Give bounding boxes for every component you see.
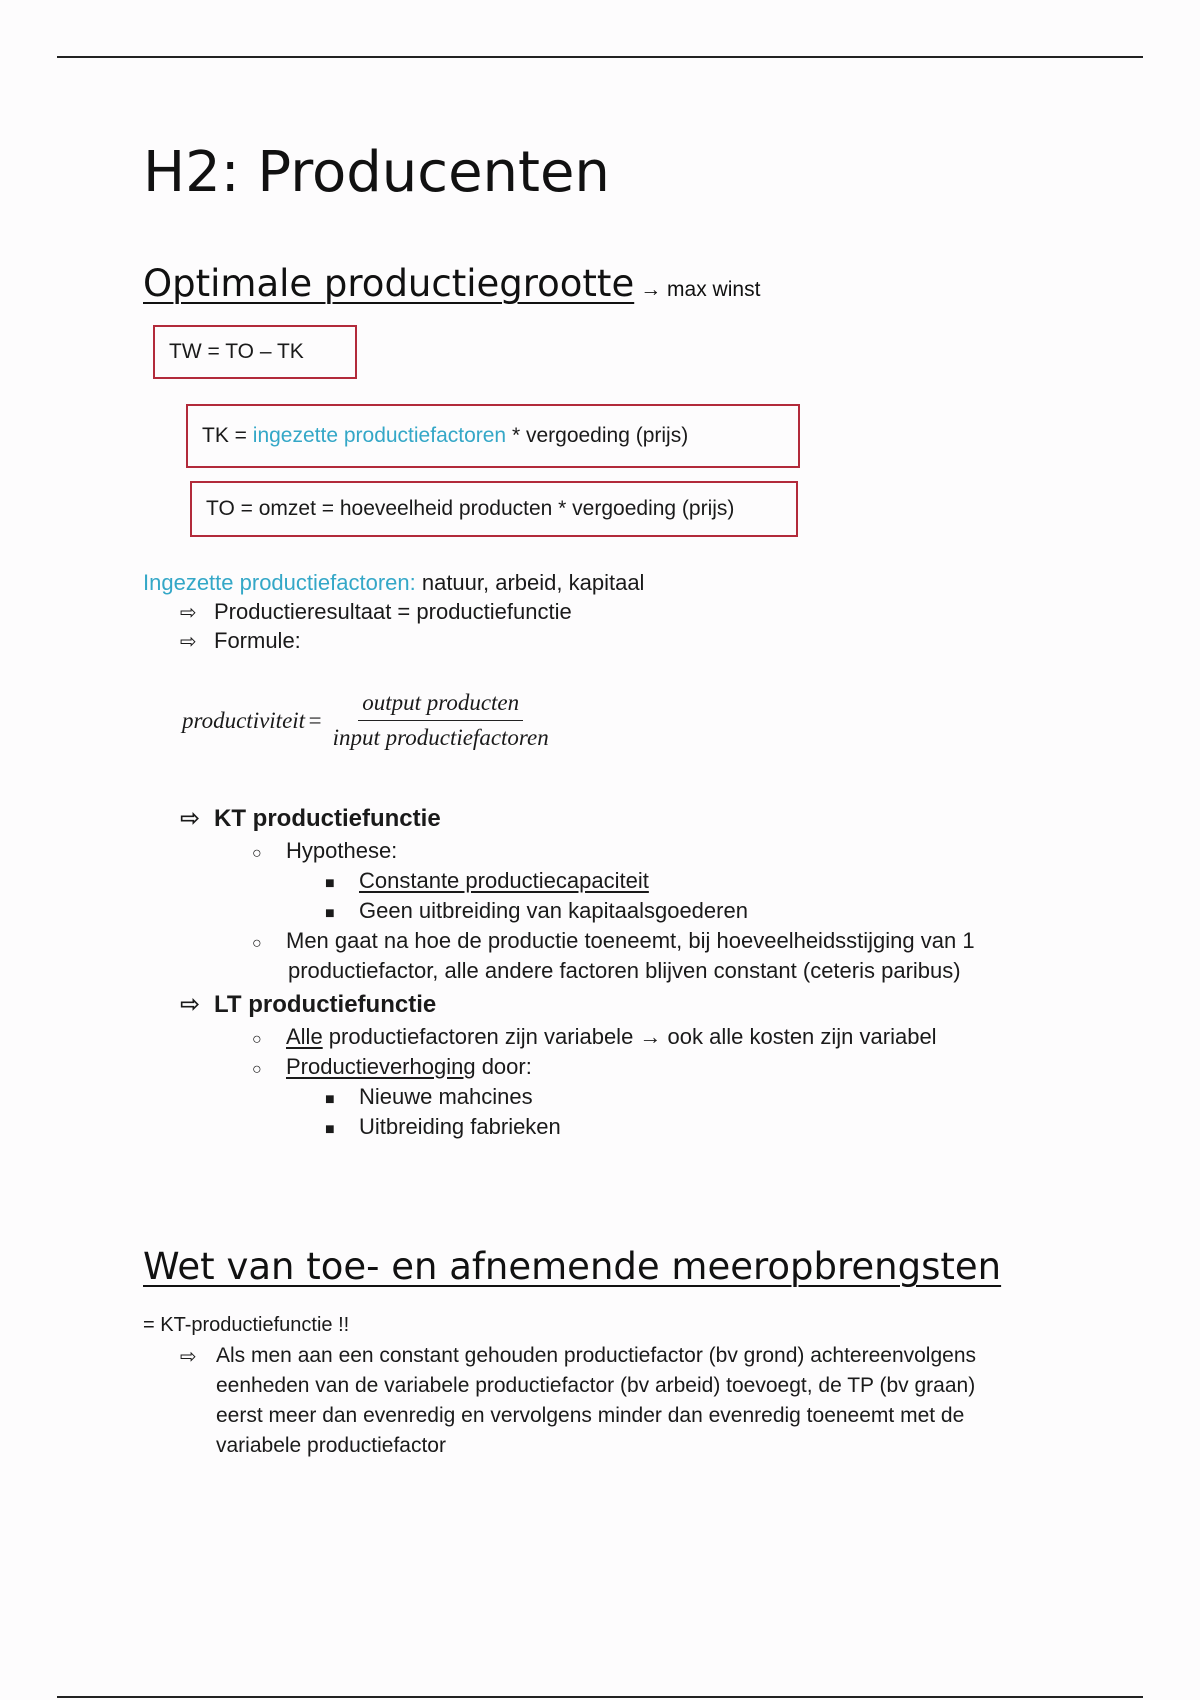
- formula-tw: TW = TO – TK: [169, 340, 304, 363]
- lt-item1-rest: productiefactoren zijn variabele → ook alle kosten zijn variabel: [322, 1024, 937, 1049]
- section2-paragraph: [216, 1341, 1056, 1461]
- paragraph-line: eerst meer dan evenredig en vervolgens minder dan evenredig toeneemt met de: [216, 1404, 965, 1427]
- lt-heading: [180, 990, 436, 1019]
- lt-heading-text: LT productiefunctie: [214, 991, 437, 1018]
- formula-tk-prefix: TK =: [202, 424, 253, 447]
- section-heading-optimale: [143, 262, 760, 305]
- section-heading-wet: Wet van toe- en afnemende meeropbrengsten: [143, 1245, 1002, 1288]
- kt-heading-text: KT productiefunctie: [214, 805, 441, 832]
- hollow-circle-bullet-icon: ○: [252, 845, 262, 862]
- hypothese-item: Constante productiecapaciteit: [359, 868, 649, 893]
- section2-intro: = KT-productiefunctie !!: [143, 1314, 350, 1336]
- top-rule: [57, 56, 1143, 58]
- kt-note-line2: productiefactor, alle andere factoren blijven constant (ceteris paribus): [288, 958, 961, 983]
- list-item: [252, 1054, 532, 1080]
- list-item: [180, 628, 301, 654]
- formula-lhs: productiviteit: [182, 707, 306, 733]
- hypothese-item: Geen uitbreiding van kapitaalsgoederen: [359, 898, 748, 923]
- lt-subitem: Uitbreiding fabrieken: [359, 1114, 561, 1139]
- formula-box-to: [190, 481, 798, 537]
- paragraph-line: variabele productiefactor: [216, 1434, 446, 1457]
- formula-box-tk: [186, 404, 800, 468]
- page-title: H2: Producenten: [143, 140, 610, 205]
- kt-note-line1: Men gaat na hoe de productie toeneemt, bij hoeveelheidsstijging van 1: [286, 928, 975, 953]
- lt-subitem: Nieuwe mahcines: [359, 1084, 533, 1109]
- list-item: [180, 599, 572, 625]
- lt-item2-underlined: Productieverhoging: [286, 1054, 476, 1079]
- hypothese-label: Hypothese:: [286, 838, 398, 863]
- square-bullet-icon: ■: [325, 905, 335, 922]
- paragraph-line: eenheden van de variabele productiefactor (bv arbeid) toevoegt, de TP (bv graan): [216, 1374, 976, 1397]
- hollow-circle-bullet-icon: ○: [252, 935, 262, 952]
- productivity-formula: [182, 690, 553, 751]
- formula-box-tw: [153, 325, 357, 379]
- arrow-right-outline-icon: ⇨: [180, 602, 197, 624]
- formula-denominator: input productiefactoren: [332, 725, 549, 750]
- hollow-circle-bullet-icon: ○: [252, 1031, 262, 1048]
- point-text: Formule:: [214, 628, 301, 653]
- factors-label: Ingezette productiefactoren:: [143, 570, 416, 595]
- list-item: [252, 838, 397, 864]
- list-item: [325, 898, 748, 924]
- factors-value: natuur, arbeid, kapitaal: [415, 570, 645, 595]
- bottom-rule: [57, 1696, 1143, 1698]
- formula-numerator: output producten: [358, 690, 523, 721]
- arrow-right-bold-icon: ⇨: [180, 805, 201, 832]
- paragraph-line: Als men aan een constant gehouden productiefactor (bv grond) achtereenvolgens: [216, 1344, 976, 1367]
- formula-equals: =: [307, 707, 323, 733]
- square-bullet-icon: ■: [325, 875, 335, 892]
- list-item: [325, 1114, 561, 1140]
- arrow-right-bold-icon: ⇨: [180, 991, 201, 1018]
- formula-fraction: [329, 690, 553, 751]
- list-item: [325, 1084, 533, 1110]
- list-item: [325, 868, 649, 894]
- kt-heading: [180, 804, 441, 833]
- arrow-right-outline-icon: ⇨: [180, 631, 197, 653]
- formula-tk-suffix: * vergoeding (prijs): [506, 424, 689, 447]
- point-text: Productieresultaat = productiefunctie: [214, 599, 572, 624]
- section-note: → max winst: [640, 278, 761, 301]
- list-item: [252, 928, 975, 954]
- square-bullet-icon: ■: [325, 1091, 335, 1108]
- hollow-circle-bullet-icon: ○: [252, 1061, 262, 1078]
- lt-item1-underlined: Alle: [286, 1024, 323, 1049]
- formula-tk-highlight: ingezette productiefactoren: [252, 424, 507, 447]
- lt-item2-rest: door:: [475, 1054, 532, 1079]
- section-heading-text: Optimale productiegrootte: [143, 262, 635, 305]
- factors-line: [143, 570, 644, 596]
- list-item: [252, 1024, 937, 1050]
- arrow-right-outline-icon: ⇨: [180, 1346, 197, 1368]
- square-bullet-icon: ■: [325, 1121, 335, 1138]
- formula-to: TO = omzet = hoeveelheid producten * vergoeding (prijs): [206, 497, 735, 520]
